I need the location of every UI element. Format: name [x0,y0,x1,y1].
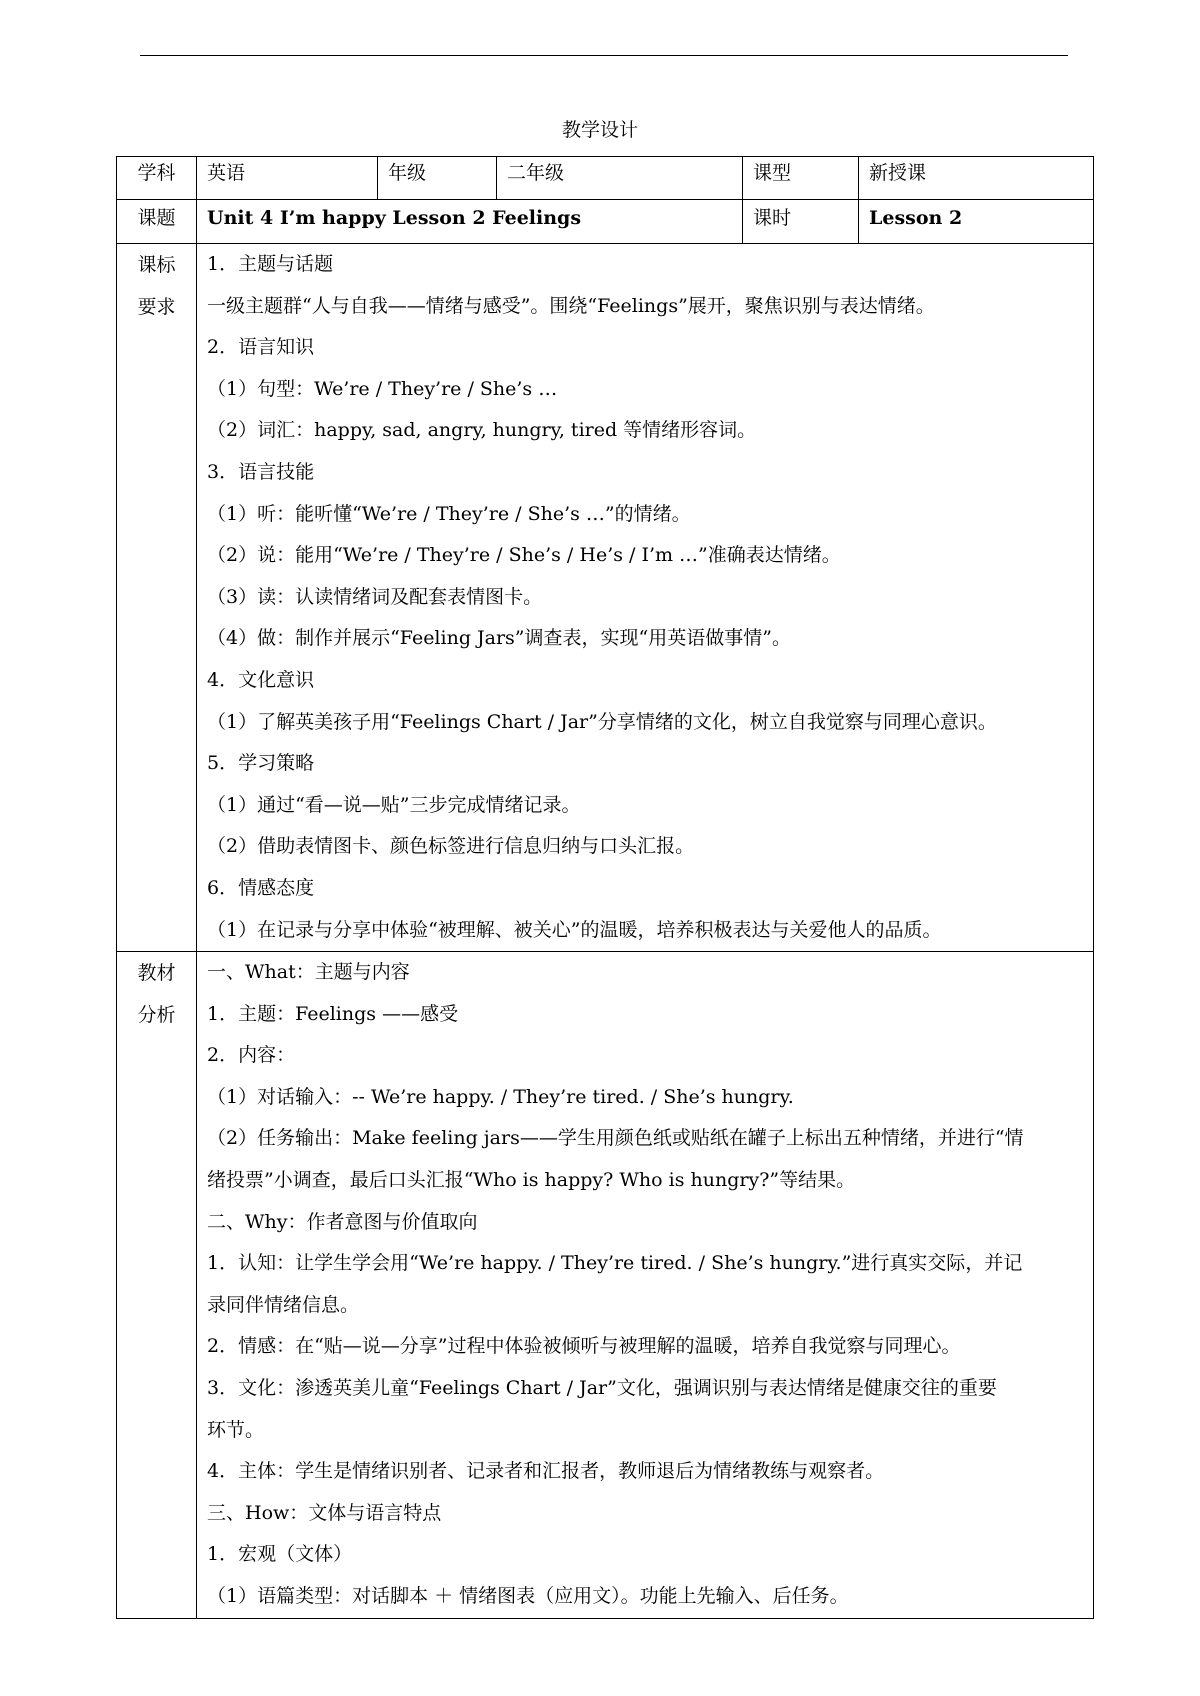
lesson-type-label: 课型 [743,157,859,200]
text-line: （1）在记录与分享中体验“被理解、被关心”的温暖，培养积极表达与关爱他人的品质。 [207,918,942,941]
text-line: 绪投票”小调查，最后口头汇报“Who is happy? Who is hungry?”等结果。 [207,1169,856,1192]
text-line: 2．内容： [207,1044,296,1067]
lesson-type-value: 新授课 [859,157,1094,200]
text-line: 4．文化意识 [207,668,315,691]
topic-value: Unit 4 I’m happy Lesson 2 Feelings [197,200,743,244]
text-line: 2．语言知识 [207,336,315,359]
analysis-label-line: 分析 [137,1004,176,1027]
text-line: （2）任务输出：Make feeling jars——学生用颜色纸或贴纸在罐子上标出五种情绪，并进行“情 [207,1127,1024,1150]
table-row [117,952,1094,1619]
text-line: 1．认知：让学生学会用“We’re happy. / They’re tired. / She’s hungry.”进行真实交际，并记 [207,1252,1023,1275]
text-line: （1）语篇类型：对话脚本 ＋ 情绪图表（应用文）。功能上先输入、后任务。 [207,1585,849,1607]
period-label: 课时 [743,200,859,244]
standards-content [197,244,1094,952]
text-line: 录同伴情绪信息。 [207,1293,360,1316]
text-line: 3．语言技能 [207,460,315,483]
text-line: 环节。 [207,1418,265,1441]
lesson-plan-table [116,156,1094,1619]
text-line: （3）读：认读情绪词及配套表情图卡。 [207,585,543,608]
text-line: （1）通过“看—说—贴”三步完成情绪记录。 [207,793,581,816]
header-rule [140,55,1068,56]
text-line: 3．文化：渗透英美儿童“Feelings Chart / Jar”文化，强调识别与表达情绪是健康交往的重要 [207,1377,997,1400]
text-line: 2．情感：在“贴—说—分享”过程中体验被倾听与被理解的温暖，培养自我觉察与同理心。 [207,1335,961,1358]
standards-label [117,244,197,952]
grade-label: 年级 [378,157,497,200]
analysis-label-line: 教材 [137,962,176,985]
table-row [117,157,1094,200]
standards-label-line: 要求 [137,296,176,318]
analysis-label [117,952,197,1619]
text-line: 一级主题群“人与自我——情绪与感受”。围绕“Feelings”展开，聚焦识别与表达情绪。 [207,294,935,317]
text-line: 4．主体：学生是情绪识别者、记录者和汇报者，教师退后为情绪教练与观察者。 [207,1460,885,1483]
text-line: 6．情感态度 [207,876,315,899]
text-line: 5．学习策略 [207,752,315,775]
text-line: （4）做：制作并展示“Feeling Jars”调查表，实现“用英语做事情”。 [207,627,791,650]
table-row [117,244,1094,952]
text-line: 一、What：主题与内容 [207,961,410,984]
text-line: （1）句型：We’re / They’re / She’s … [207,377,558,400]
text-line: 三、How：文体与语言特点 [207,1501,442,1524]
text-line: （2）借助表情图卡、颜色标签进行信息归纳与口头汇报。 [207,835,695,858]
document-title: 教学设计 [561,119,638,141]
analysis-content [197,952,1094,1619]
text-line: （2）说：能用“We’re / They’re / She’s / He’s / I’m …”准确表达情绪。 [207,544,841,567]
period-value: Lesson 2 [859,200,1094,244]
subject-value: 英语 [197,157,378,200]
topic-label: 课题 [117,200,197,244]
text-line: 1．主题：Feelings ——感受 [207,1002,459,1025]
grade-value: 二年级 [497,157,743,200]
text-line: 1．宏观（文体） [207,1543,353,1566]
subject-label: 学科 [117,157,197,200]
text-line: 1．主题与话题 [207,253,334,275]
table-row [117,200,1094,244]
standards-label-line: 课标 [137,254,176,276]
text-line: 二、Why：作者意图与价值取向 [207,1210,478,1233]
text-line: （1）听：能听懂“We’re / They’re / She’s …”的情绪。 [207,502,691,525]
text-line: （2）词汇：happy, sad, angry, hungry, tired 等情绪形容词。 [207,419,757,442]
text-line: （1）对话输入：-- We’re happy. / They’re tired. / She’s hungry. [207,1085,794,1108]
text-line: （1）了解英美孩子用“Feelings Chart / Jar”分享情绪的文化，树立自我觉察与同理心意识。 [207,710,997,733]
